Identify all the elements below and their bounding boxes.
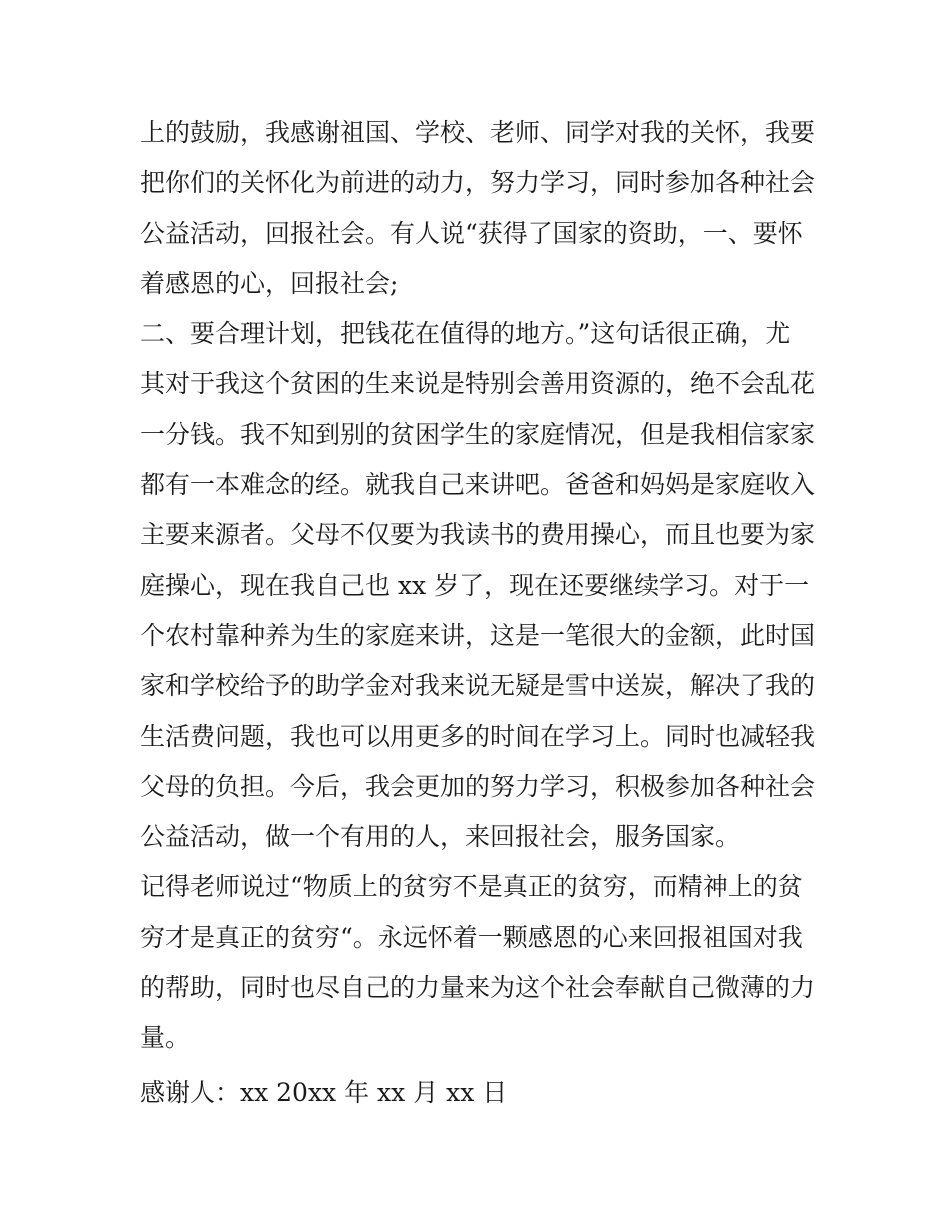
text-line: 都有一本难念的经。就我自己来讲吧。爸爸和妈妈是家庭收入 bbox=[140, 470, 816, 500]
text-line: 个农村靠种养为生的家庭来讲，这是一笔很大的金额，此时国 bbox=[140, 620, 816, 650]
text-line: 一分钱。我不知到别的贫困学生的家庭情况，但是我相信家家 bbox=[140, 419, 816, 449]
text-line: 庭操心，现在我自己也 xx 岁了，现在还要继续学习。对于一 bbox=[140, 570, 810, 600]
text-line: 主要来源者。父母不仅要为我读书的费用操心，而且也要为家 bbox=[140, 520, 816, 550]
text-line: 其对于我这个贫困的生来说是特别会善用资源的，绝不会乱花 bbox=[140, 369, 816, 399]
text-line: 着感恩的心，回报社会; bbox=[140, 268, 399, 298]
text-line: 量。 bbox=[140, 1023, 191, 1053]
text-line: 家和学校给予的助学金对我来说无疑是雪中送炭，解决了我的 bbox=[140, 671, 816, 701]
text-line: 上的鼓励，我感谢祖国、学校、老师、同学对我的关怀，我要 bbox=[140, 118, 816, 147]
signature-line: 感谢人：xx 20xx 年 xx 月 xx 日 bbox=[140, 1078, 508, 1108]
text-line: 穷才是真正的贫穷“。永远怀着一颗感恩的心来回报祖国对我 bbox=[140, 922, 803, 952]
text-line: 记得老师说过“物质上的贫穷不是真正的贫穷，而精神上的贫 bbox=[140, 872, 803, 902]
text-line: 父母的负担。今后，我会更加的努力学习，积极参加各种社会 bbox=[140, 771, 816, 801]
text-line: 的帮助，同时也尽自己的力量来为这个社会奉献自己微薄的力 bbox=[140, 973, 816, 1003]
letter-body bbox=[140, 108, 816, 1119]
text-line: 公益活动，做一个有用的人，来回报社会，服务国家。 bbox=[140, 822, 741, 852]
text-line: 公益活动，回报社会。有人说“获得了国家的资助，一、要怀 bbox=[140, 218, 803, 248]
text-line: 生活费问题，我也可以用更多的时间在学习上。同时也减轻我 bbox=[140, 721, 816, 751]
text-line: 二、要合理计划，把钱花在值得的地方。”这句话很正确，尤 bbox=[140, 319, 791, 349]
text-line: 把你们的关怀化为前进的动力，努力学习，同时参加各种社会 bbox=[140, 168, 816, 198]
